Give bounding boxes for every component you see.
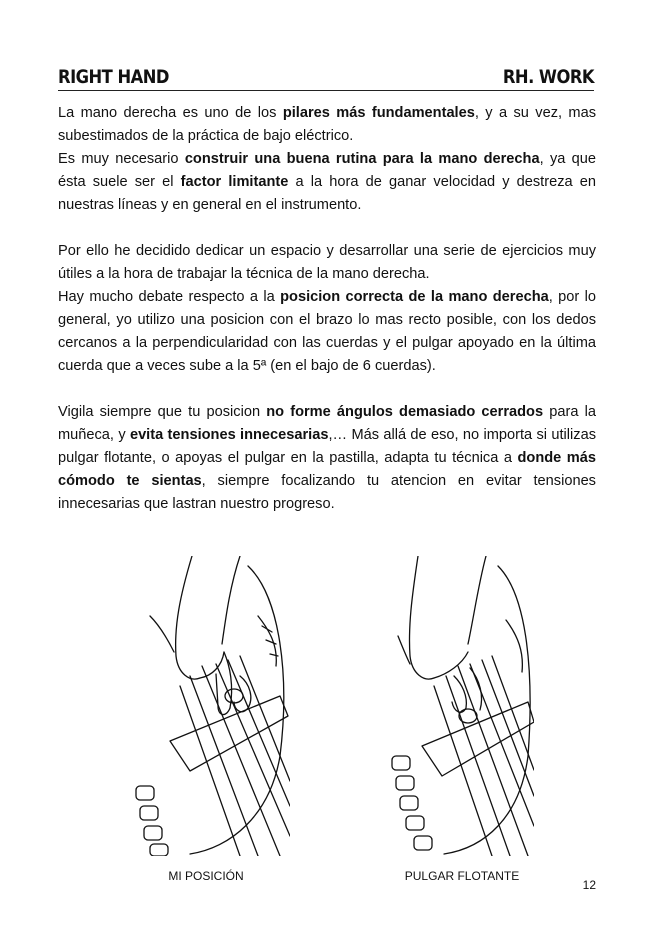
paragraph xyxy=(58,240,596,286)
figure-caption: MI POSICIÓN xyxy=(168,869,244,883)
text-run: Por ello he decidido dedicar un espacio y desarrollar una serie de ejercicios muy útiles a la hora de trabajar la técnica de la mano derecha. xyxy=(58,243,596,282)
body-text xyxy=(58,102,596,516)
text-run: , ya que ésta suele ser el xyxy=(58,151,597,190)
text-run: Es muy necesario xyxy=(58,151,185,167)
page-header xyxy=(58,66,594,91)
page-number: 12 xyxy=(582,878,596,892)
section-subtitle: RH. WORK xyxy=(502,66,594,88)
text-run: ,… Más allá de eso, no importa si utilizas pulgar flotante, o apoyas el pulgar en la pastilla, adapta tu técnica a xyxy=(58,427,596,466)
emphasis-text: evita tensiones innecesarias xyxy=(129,427,329,443)
right-hand-on-bass-illustration xyxy=(130,556,290,856)
paragraph xyxy=(58,102,596,148)
paragraph xyxy=(58,401,596,516)
emphasis-text: donde más cómodo te sientas xyxy=(58,450,596,489)
figure-my-position xyxy=(130,556,290,856)
text-run: a la hora de ganar velocidad y destreza en nuestras líneas y en general en el instrumento. xyxy=(58,174,596,213)
floating-thumb-on-bass-illustration xyxy=(388,556,534,856)
text-run: para la muñeca, y xyxy=(58,404,596,443)
emphasis-text: construir una buena rutina para la mano derecha xyxy=(184,151,540,167)
text-run: La mano derecha es uno de los xyxy=(58,105,283,121)
text-run: Hay mucho debate respecto a la xyxy=(58,289,281,305)
text-run: Vigila siempre que tu posicion xyxy=(58,404,267,420)
paragraph xyxy=(58,148,596,217)
emphasis-text: posicion correcta de la mano derecha xyxy=(280,289,549,305)
emphasis-text: factor limitante xyxy=(180,174,289,190)
figure-caption: PULGAR FLOTANTE xyxy=(404,869,520,883)
text-run: , y a su vez, mas subestimados de la práctica de bajo eléctrico. xyxy=(58,105,596,144)
text-run: , por lo general, yo utilizo una posicion con el brazo lo mas recto posible, con los dedos cercanos a la perpendicularidad con las cuerdas y el pulgar apoyado en la última cuerda que a veces sube a la 5ª (en el bajo de 6 cuerdas). xyxy=(58,289,597,374)
paragraph xyxy=(58,286,596,378)
figure-floating-thumb xyxy=(388,556,534,856)
emphasis-text: no forme ángulos demasiado cerrados xyxy=(266,404,544,420)
text-run: , siempre focalizando tu atencion en evitar tensiones innecesarias que lastran nuestro progreso. xyxy=(58,473,596,512)
section-title: RIGHT HAND xyxy=(58,66,169,88)
emphasis-text: pilares más fundamentales xyxy=(282,105,475,121)
